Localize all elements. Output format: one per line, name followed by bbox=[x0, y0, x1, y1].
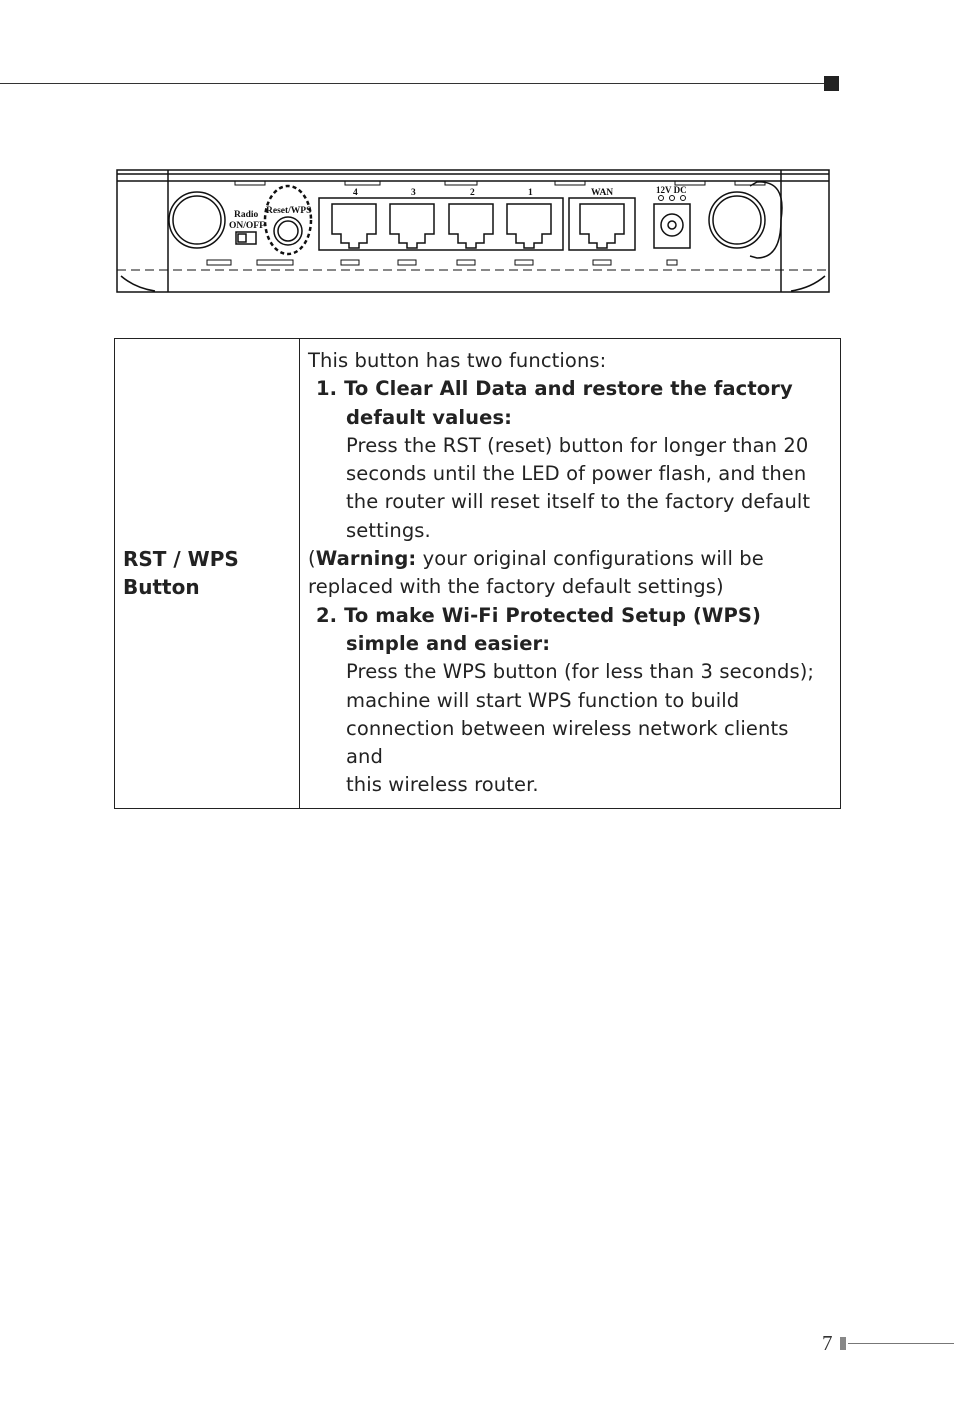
item2-line: connection between wireless network clients and bbox=[346, 716, 789, 769]
item1-title-cont: default values: bbox=[346, 405, 513, 429]
item1-line: seconds until the LED of power flash, and then bbox=[346, 462, 807, 486]
row-label-cell bbox=[115, 339, 300, 809]
item2-line: this wireless router. bbox=[346, 773, 539, 797]
radio-label: Radio bbox=[234, 210, 259, 220]
table-row bbox=[115, 339, 841, 809]
item1-title: 1. To Clear All Data and restore the factory bbox=[316, 377, 793, 401]
wan-label: WAN bbox=[591, 188, 614, 198]
warning-label: Warning: bbox=[315, 547, 417, 571]
item2-title-cont: simple and easier: bbox=[346, 631, 551, 655]
button-info-table bbox=[114, 338, 841, 809]
warning-open-paren: ( bbox=[308, 547, 316, 571]
header-square-marker bbox=[824, 76, 839, 91]
warning-text-cont: replaced with the factory default settings) bbox=[308, 575, 724, 599]
page-number-marker bbox=[840, 1337, 846, 1350]
item2-title: 2. To make Wi-Fi Protected Setup (WPS) bbox=[316, 603, 762, 627]
port-4-label: 4 bbox=[353, 188, 358, 198]
item2-line: machine will start WPS function to build bbox=[346, 688, 740, 712]
header-rule bbox=[0, 83, 824, 84]
item1-line: the router will reset itself to the factory default bbox=[346, 490, 811, 514]
router-rear-panel-diagram bbox=[115, 168, 831, 298]
row-label: RST / WPS Button bbox=[123, 547, 239, 600]
port-1-label: 1 bbox=[528, 188, 533, 198]
intro-text: This button has two functions: bbox=[308, 349, 607, 372]
on-off-label: ON/OFF bbox=[229, 221, 265, 231]
port-2-label: 2 bbox=[470, 188, 475, 198]
item2-line: Press the WPS button (for less than 3 seconds); bbox=[346, 660, 815, 684]
page-number: 7 bbox=[822, 1331, 833, 1355]
port-3-label: 3 bbox=[411, 188, 416, 198]
item1-line: Press the RST (reset) button for longer than 20 bbox=[346, 433, 809, 457]
warning-line bbox=[308, 545, 830, 573]
item1-line: settings. bbox=[346, 518, 431, 542]
power-label: 12V DC bbox=[656, 185, 687, 195]
footer-rule bbox=[848, 1343, 954, 1344]
warning-text: your original configurations will be bbox=[416, 547, 764, 571]
row-description-cell bbox=[300, 339, 841, 809]
reset-wps-label: Reset/WPS bbox=[266, 206, 312, 216]
